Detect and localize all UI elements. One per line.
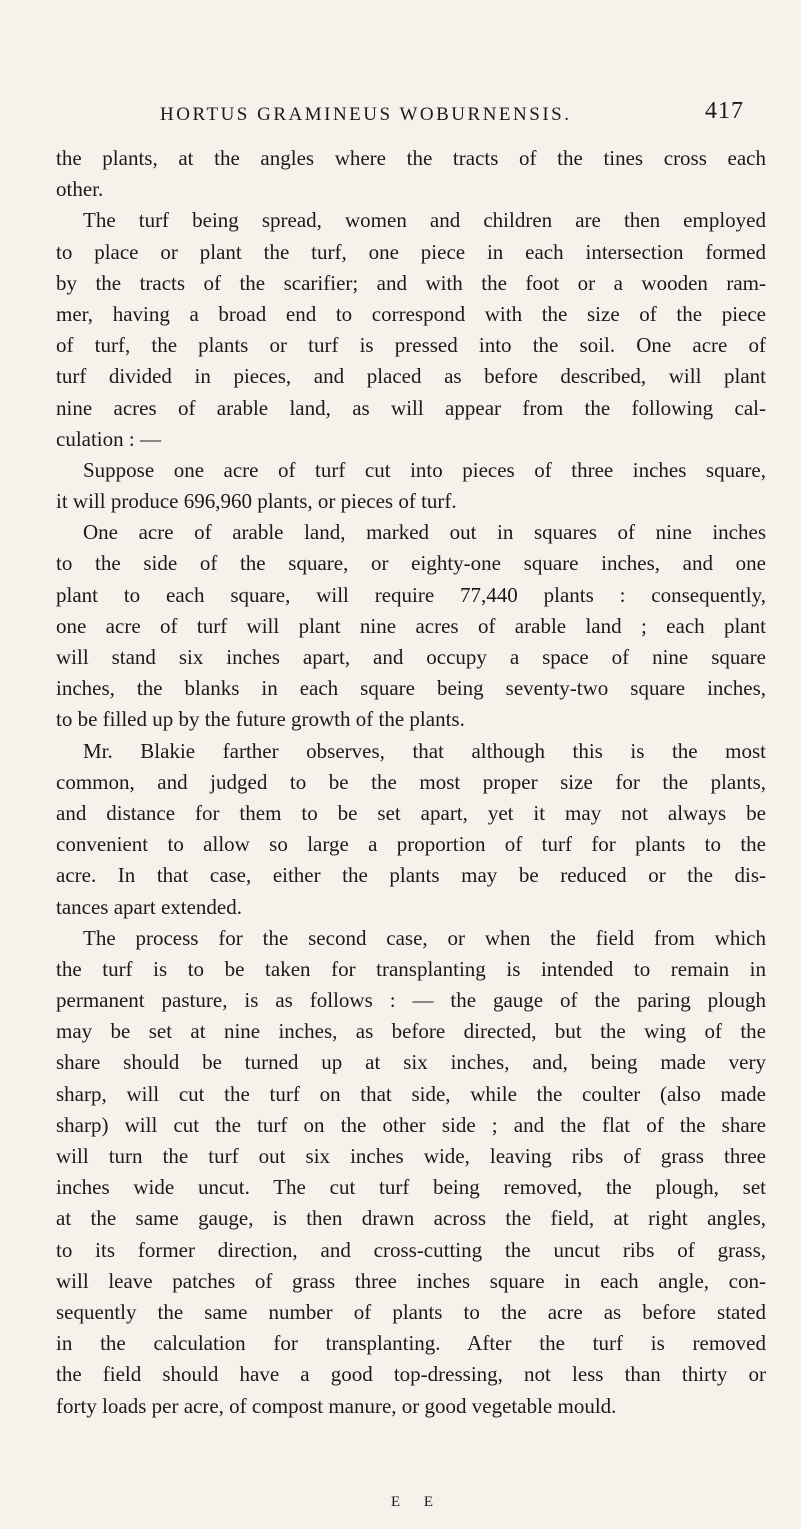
text-line: sharp, will cut the turf on that side, while the coulter (also made — [56, 1081, 766, 1106]
text-line: forty loads per acre, of compost manure, or good vegetable mould. — [56, 1393, 617, 1418]
text-line: sharp) will cut the turf on the other side ; and the flat of the share — [56, 1112, 766, 1137]
text-line: will turn the turf out six inches wide, leaving ribs of grass three — [56, 1144, 766, 1168]
running-head: HORTUS GRAMINEUS WOBURNENSIS. — [160, 104, 572, 125]
text-line: and distance for them to be set apart, yet it may not always be — [56, 800, 766, 825]
text-line: turf divided in pieces, and placed as before described, will plant — [56, 364, 766, 389]
text-line: nine acres of arable land, as will appear from the following cal- — [56, 395, 766, 420]
text-line: culation : — — [56, 426, 161, 451]
text-line: by the tracts of the scarifier; and with the foot or a wooden ram- — [56, 270, 766, 295]
text-line: convenient to allow so large a proportion of turf for plants to the — [56, 832, 766, 857]
text-line: the plants, at the angles where the tracts of the tines cross each — [56, 146, 766, 170]
text-line: will leave patches of grass three inches square in each angle, con- — [56, 1268, 766, 1293]
text-line: inches wide uncut. The cut turf being removed, the plough, set — [56, 1175, 766, 1200]
signature-mark: E E — [391, 1494, 444, 1510]
text-line: inches, the blanks in each square being seventy-two square inches, — [56, 676, 766, 701]
text-line: it will produce 696,960 plants, or pieces of turf. — [56, 489, 457, 514]
text-line: The turf being spread, women and children are then employed — [83, 208, 766, 233]
text-line: to its former direction, and cross-cutting the uncut ribs of grass, — [56, 1237, 766, 1262]
text-line: common, and judged to be the most proper size for the plants, — [56, 769, 766, 794]
text-line: mer, having a broad end to correspond with the size of the piece — [56, 301, 766, 326]
text-line: Suppose one acre of turf cut into pieces of three inches square, — [83, 457, 766, 482]
text-line: of turf, the plants or turf is pressed into the soil. One acre of — [56, 333, 766, 358]
text-line: to place or plant the turf, one piece in each intersection formed — [56, 239, 766, 264]
text-line: Mr. Blakie farther observes, that although this is the most — [83, 738, 766, 763]
text-line: one acre of turf will plant nine acres of arable land ; each plant — [56, 613, 766, 638]
text-line: acre. In that case, either the plants may be reduced or the dis- — [56, 863, 766, 888]
text-line: in the calculation for transplanting. After the turf is removed — [56, 1331, 766, 1356]
text-line: One acre of arable land, marked out in squares of nine inches — [83, 520, 766, 545]
text-line: permanent pasture, is as follows : — the gauge of the paring plough — [56, 988, 766, 1013]
text-line: tances apart extended. — [56, 894, 242, 919]
text-line: to the side of the square, or eighty-one square inches, and one — [56, 551, 766, 576]
text-line: to be filled up by the future growth of the plants. — [56, 707, 465, 732]
page-number: 417 — [705, 98, 744, 124]
text-line: will stand six inches apart, and occupy a space of nine square — [56, 645, 766, 669]
text-line: the field should have a good top-dressing, not less than thirty or — [56, 1362, 766, 1387]
body-text — [56, 143, 766, 1422]
text-line: The process for the second case, or when the field from which — [83, 925, 766, 950]
text-line: plant to each square, will require 77,440 plants : consequently, — [56, 582, 766, 607]
text-line: share should be turned up at six inches, and, being made very — [56, 1050, 766, 1075]
text-line: other. — [56, 177, 104, 202]
text-line: the turf is to be taken for transplanting is intended to remain in — [56, 956, 766, 981]
text-line: sequently the same number of plants to the acre as before stated — [56, 1299, 766, 1324]
text-line: may be set at nine inches, as before directed, but the wing of the — [56, 1019, 766, 1044]
text-line: at the same gauge, is then drawn across the field, at right angles, — [56, 1206, 766, 1231]
